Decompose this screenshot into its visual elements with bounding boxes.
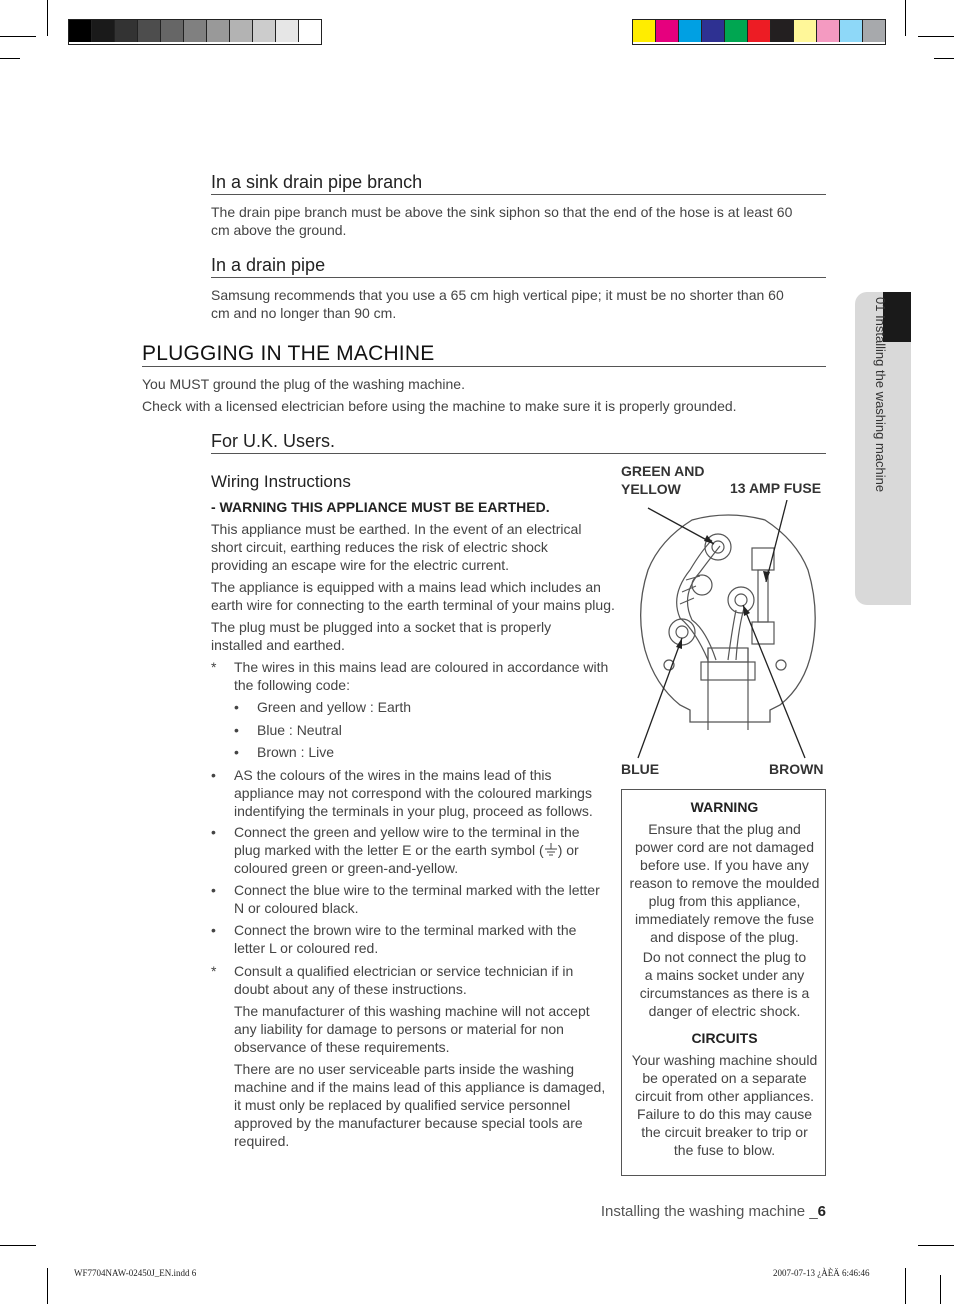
page-footer [540, 1203, 826, 1220]
wiring-heading: Wiring Instructions [211, 472, 351, 491]
color-swatch [771, 20, 794, 42]
list-item: * Consult a qualified electrician or service technician if in doubt about any of these instructions. [211, 963, 574, 997]
color-swatch [725, 20, 748, 42]
list-item: • Connect the brown wire to the terminal marked with the letter L or coloured red. [211, 922, 577, 956]
earthing-paragraph: This appliance must be earthed. In the event of an electrical short circuit, earthing reduces the risk of electric shock providing an escape wire for the electric current. [211, 521, 582, 573]
color-swatch [299, 20, 321, 42]
color-swatch [748, 20, 771, 42]
color-swatch [840, 20, 863, 42]
crop-mark [918, 1245, 954, 1246]
color-swatch [92, 20, 115, 42]
crop-mark [47, 0, 48, 36]
crop-mark [934, 58, 954, 59]
warning-title: WARNING [690, 799, 759, 815]
color-swatch [702, 20, 725, 42]
drain-pipe-heading: In a drain pipe [211, 255, 326, 275]
list-item: • Brown : Live [234, 744, 335, 760]
diagram-label-green-yellow: GREEN AND YELLOW [621, 463, 705, 497]
list-item: * The wires in this mains lead are coloured in accordance with the following code: [211, 659, 609, 693]
list-item: • Blue : Neutral [234, 722, 342, 738]
circuits-paragraph: Your washing machine should be operated on a separate circuit from other appliances. Failure to do this may cause the circuit breaker to trip or the fuse to blow. [631, 1052, 818, 1158]
color-swatch [276, 20, 299, 42]
color-swatch [253, 20, 276, 42]
divider [211, 277, 826, 278]
color-swatch [863, 20, 885, 42]
list-item: • Green and yellow : Earth [234, 699, 412, 715]
list-item: • Connect the green and yellow wire to the terminal in the plug marked with the letter E or the earth symbol ( ) or coloured green or green-and-yellow. [211, 824, 580, 876]
color-swatch [794, 20, 817, 42]
color-swatch [115, 20, 138, 42]
warning-paragraph: Ensure that the plug and power cord are not damaged before use. If you have any reason to remove the moulded plug from this appliance, immediately remove the fuse and dispose of the plug. [629, 821, 820, 945]
crop-mark [905, 0, 906, 36]
diagram-label-fuse: 13 AMP FUSE [730, 480, 822, 496]
diagram-label-brown: BROWN [769, 761, 824, 777]
chapter-tab-label: 01 Installing the washing machine [873, 297, 888, 493]
color-swatch [817, 20, 840, 42]
mains-lead-paragraph: The appliance is equipped with a mains lead which includes an earth wire for connecting to the earth terminal of your mains plug. [211, 579, 615, 613]
grayscale-color-bar [68, 19, 322, 45]
date-slug: 2007-07-13 ¿ÀÈÄ 6:46:46 [773, 1268, 870, 1278]
warning-box [621, 789, 826, 1176]
color-swatch [679, 20, 702, 42]
crop-mark [905, 1268, 906, 1304]
plugging-heading: PLUGGING IN THE MACHINE [142, 342, 435, 365]
divider [211, 453, 826, 454]
color-swatch [633, 20, 656, 42]
earthed-warning: - WARNING THIS APPLIANCE MUST BE EARTHED. [211, 499, 550, 515]
uk-heading: For U.K. Users. [211, 431, 336, 451]
plugging-line2: Check with a licensed electrician before using the machine to make sure it is properly grounded. [142, 398, 737, 414]
process-color-bar [632, 19, 886, 45]
earth-symbol-icon [544, 843, 558, 856]
drain-pipe-text: Samsung recommends that you use a 65 cm high vertical pipe; it must be no shorter than 60 cm and no longer than 90 cm. [211, 287, 784, 321]
color-swatch [656, 20, 679, 42]
socket-paragraph: The plug must be plugged into a socket that is properly installed and earthed. [211, 619, 552, 653]
sink-drain-text: The drain pipe branch must be above the sink siphon so that the end of the hose is at least 60 cm above the ground. [211, 204, 793, 238]
footer-text: Installing the washing machine _ [600, 1203, 818, 1220]
circuits-title: CIRCUITS [691, 1030, 758, 1046]
crop-mark [0, 1245, 36, 1246]
crop-mark [918, 36, 954, 37]
plug-wiring-diagram [620, 500, 830, 765]
plugging-line1: You MUST ground the plug of the washing machine. [142, 376, 465, 392]
page-number: 6 [817, 1203, 826, 1220]
crop-mark [940, 1275, 941, 1304]
divider [142, 366, 826, 367]
crop-mark [0, 36, 36, 37]
serviceable-parts-paragraph: There are no user serviceable parts inside the washing machine and if the mains lead of this appliance is damaged, it must only be replaced by qualified service personnel approved by the manufacturer because special tools are required. [234, 1061, 606, 1149]
color-swatch [184, 20, 207, 42]
crop-mark [0, 58, 20, 59]
warning-paragraph: Do not connect the plug to a mains socket under any circumstances as there is a danger of electric shock. [639, 949, 810, 1019]
color-swatch [230, 20, 253, 42]
list-item: • AS the colours of the wires in the mains lead of this appliance may not correspond with the coloured markings indentifying the terminals in your plug, proceed as follows. [211, 767, 593, 819]
diagram-label-blue: BLUE [621, 761, 660, 777]
list-item: • Connect the blue wire to the terminal marked with the letter N or coloured black. [211, 882, 600, 916]
color-swatch [138, 20, 161, 42]
sink-drain-heading: In a sink drain pipe branch [211, 172, 423, 192]
color-swatch [69, 20, 92, 42]
manufacturer-paragraph: The manufacturer of this washing machine will not accept any liability for damage to persons or material for non observance of these requirements. [234, 1003, 590, 1055]
divider [211, 194, 826, 195]
file-slug: WF7704NAW-02450J_EN.indd 6 [74, 1268, 197, 1278]
crop-mark [47, 1268, 48, 1304]
color-swatch [161, 20, 184, 42]
color-swatch [207, 20, 230, 42]
